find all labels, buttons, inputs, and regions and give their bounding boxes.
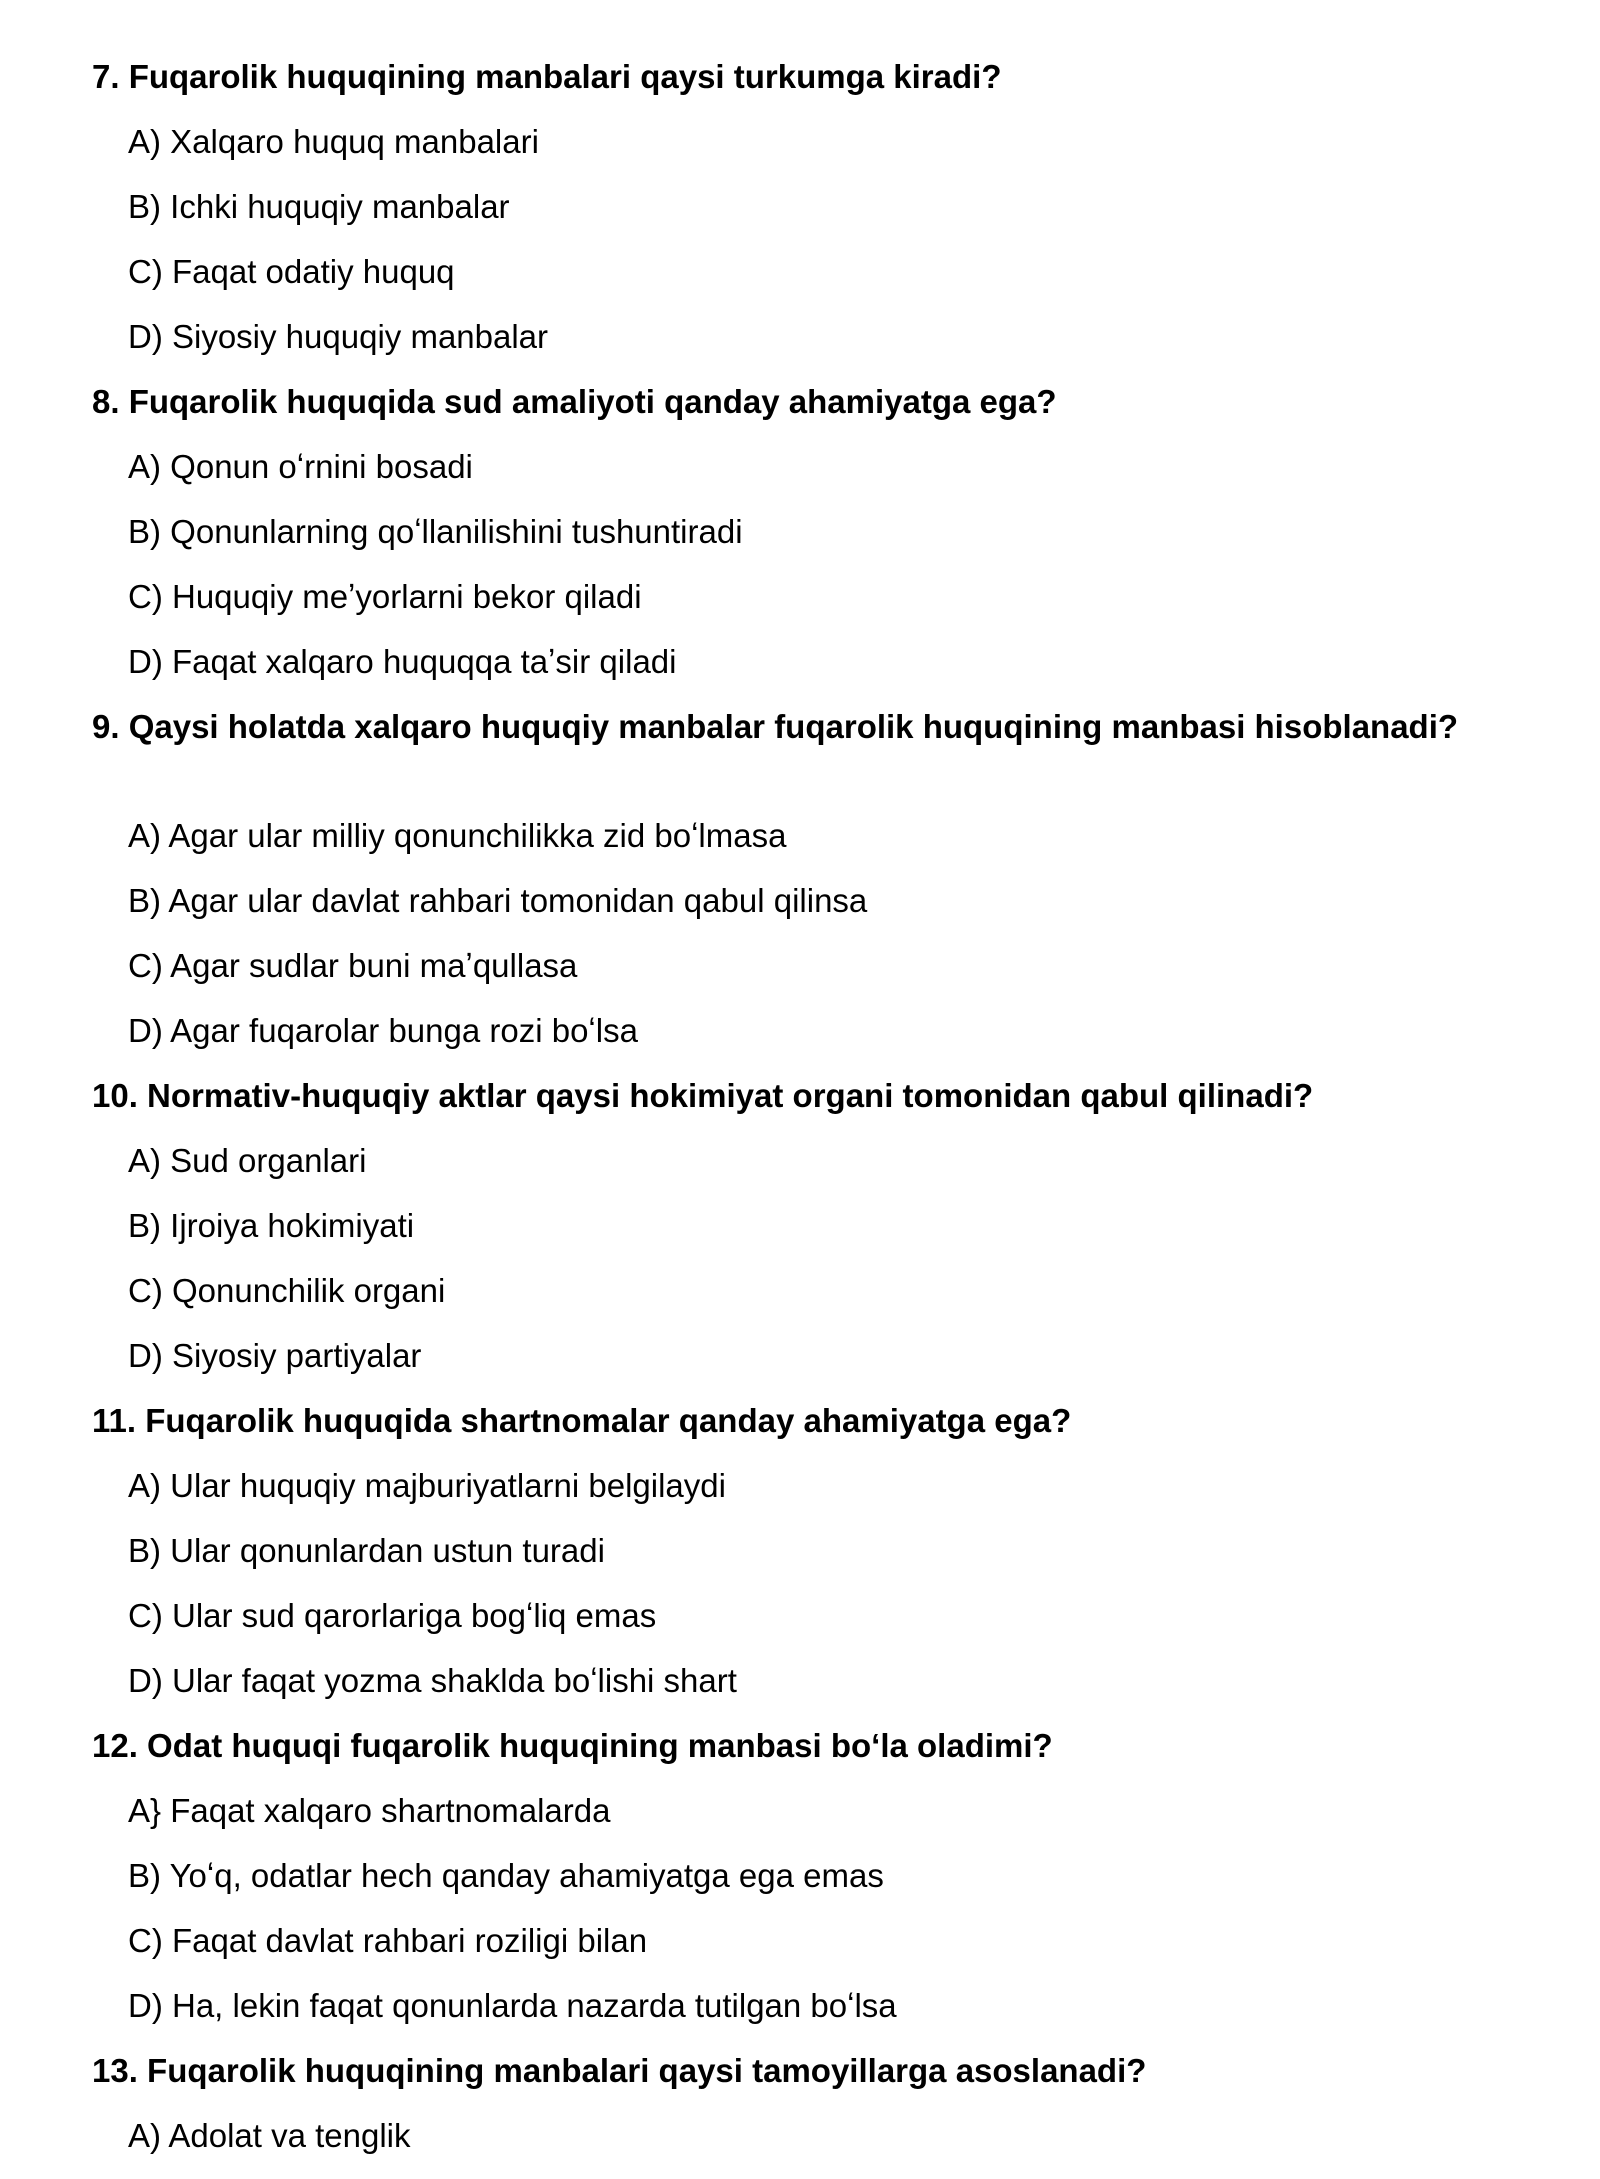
option-c: C) Agar sudlar buni maʼqullasa — [128, 947, 578, 984]
option-c: C) Faqat davlat rahbari roziligi bilan — [128, 1922, 648, 1959]
option-a: A) Qonun oʻrnini bosadi — [128, 448, 473, 485]
question-block-12 — [0, 1724, 1600, 2049]
question-block-13 — [0, 2049, 1600, 2179]
question-block-9 — [0, 705, 1600, 1074]
option-b: B) Ichki huquqiy manbalar — [128, 188, 510, 225]
question-block-11 — [0, 1399, 1600, 1724]
question-text: 13. Fuqarolik huquqining manbalari qaysi tamoyillarga asoslanadi? — [92, 2052, 1147, 2089]
option-d: D) Agar fuqarolar bunga rozi boʻlsa — [128, 1012, 638, 1049]
option-d: D) Faqat xalqaro huquqqa taʼsir qiladi — [128, 643, 677, 680]
option-a: A} Faqat xalqaro shartnomalarda — [128, 1792, 611, 1829]
question-text: 12. Odat huquqi fuqarolik huquqining manbasi boʻla oladimi? — [92, 1727, 1053, 1764]
question-text: 9. Qaysi holatda xalqaro huquqiy manbalar fuqarolik huquqining manbasi hisoblanadi? — [92, 708, 1459, 745]
option-c: C) Ular sud qarorlariga bogʻliq emas — [128, 1597, 657, 1634]
question-text: 11. Fuqarolik huquqida shartnomalar qanday ahamiyatga ega? — [92, 1402, 1072, 1439]
question-text: 8. Fuqarolik huquqida sud amaliyoti qanday ahamiyatga ega? — [92, 383, 1057, 420]
option-c: C) Qonunchilik organi — [128, 1272, 446, 1309]
option-a: A) Ular huquqiy majburiyatlarni belgilaydi — [128, 1467, 726, 1504]
option-a: A) Xalqaro huquq manbalari — [128, 123, 539, 160]
option-d: D) Siyosiy partiyalar — [128, 1337, 422, 1374]
option-b: B) Agar ular davlat rahbari tomonidan qabul qilinsa — [128, 882, 868, 919]
option-b: B) Ijroiya hokimiyati — [128, 1207, 415, 1244]
question-block-8 — [0, 380, 1600, 705]
option-c: C) Faqat odatiy huquq — [128, 253, 455, 290]
question-text: 7. Fuqarolik huquqining manbalari qaysi turkumga kiradi? — [92, 58, 1002, 95]
option-d: D) Ha, lekin faqat qonunlarda nazarda tutilgan boʻlsa — [128, 1987, 897, 2024]
question-block-10 — [0, 1074, 1600, 1399]
option-b: B) Qonunlarning qoʻllanilishini tushuntiradi — [128, 513, 743, 550]
option-a: A) Agar ular milliy qonunchilikka zid boʻlmasa — [128, 817, 787, 854]
option-a: A) Adolat va tenglik — [128, 2117, 411, 2154]
option-a: A) Sud organlari — [128, 1142, 367, 1179]
question-block-7 — [0, 55, 1600, 380]
question-text: 10. Normativ-huquqiy aktlar qaysi hokimiyat organi tomonidan qabul qilinadi? — [92, 1077, 1314, 1114]
option-d: D) Ular faqat yozma shaklda boʻlishi shart — [128, 1662, 737, 1699]
option-d: D) Siyosiy huquqiy manbalar — [128, 318, 549, 355]
option-b: B) Ular qonunlardan ustun turadi — [128, 1532, 605, 1569]
option-b: B) Yoʻq, odatlar hech qanday ahamiyatga ega emas — [128, 1857, 884, 1894]
option-c: C) Huquqiy meʼyorlarni bekor qiladi — [128, 578, 642, 615]
